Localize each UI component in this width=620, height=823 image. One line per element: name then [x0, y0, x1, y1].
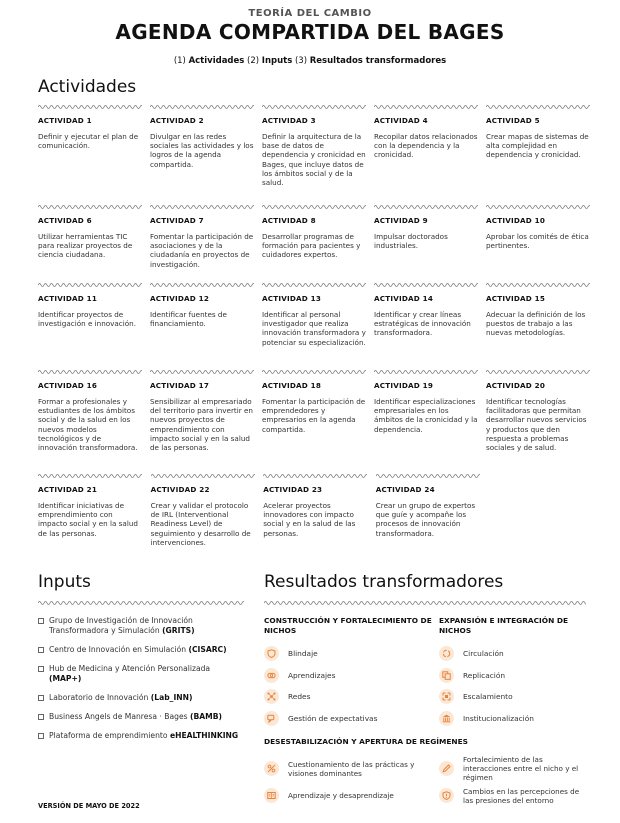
result-item	[264, 686, 439, 708]
wave-divider	[486, 104, 590, 110]
question-icon	[264, 761, 279, 776]
wave-divider	[486, 282, 590, 288]
legend-results: Resultados transformadores	[309, 56, 447, 66]
result-item	[439, 686, 586, 708]
wave-divider	[262, 104, 366, 110]
input-acronym: eHEALTHINKING	[169, 731, 239, 740]
activity-label: ACTIVIDAD 24	[375, 485, 435, 494]
activity-text: Identificar especializaciones empresariales en los ámbitos de la cronicidad y la dependencia.	[374, 397, 478, 434]
wave-divider	[150, 369, 254, 375]
activity-card	[374, 369, 486, 473]
inputs-title: Inputs	[38, 572, 91, 592]
activity-label: ACTIVIDAD 14	[374, 294, 434, 303]
activity-card	[376, 473, 489, 573]
results-title: Resultados transformadores	[264, 572, 504, 592]
activity-text: Identificar y crear líneas estratégicas de innovación transformadora.	[374, 310, 471, 338]
activity-label: ACTIVIDAD 16	[38, 381, 98, 390]
activity-card	[150, 369, 262, 473]
activity-label: ACTIVIDAD 3	[262, 116, 316, 125]
input-name: Business Angels de Manresa · Bages	[49, 712, 188, 721]
cycle-icon	[439, 646, 454, 661]
activity-label: ACTIVIDAD 1	[38, 116, 92, 125]
results-destab-columns	[264, 755, 586, 809]
result-label: Institucionalización	[463, 713, 534, 723]
activity-card	[486, 104, 598, 204]
activity-label: ACTIVIDAD 5	[486, 116, 540, 125]
activity-text: Desarrollar programas de formación para pacientes y cuidadores expertos.	[262, 232, 361, 260]
activities-title: Actividades	[38, 77, 137, 97]
input-acronym: (MAP+)	[49, 674, 82, 683]
activity-text: Acelerar proyectos innovadores con impacto social y en la salud de las personas.	[263, 501, 356, 538]
header	[0, 8, 620, 66]
activity-label: ACTIVIDAD 4	[374, 116, 428, 125]
activity-text: Identificar iniciativas de emprendimiento con impacto social y en la salud de las personas.	[38, 501, 138, 538]
result-label: Redes	[288, 692, 311, 702]
results-head-expansion: EXPANSIÓN E INTEGRACIÓN DE NICHOS	[439, 616, 569, 635]
results-list-destab-1	[264, 755, 439, 809]
result-item	[264, 782, 439, 809]
activity-label: ACTIVIDAD 9	[374, 216, 428, 225]
activity-text: Definir y ejecutar el plan de comunicación.	[38, 132, 139, 151]
result-item	[439, 665, 586, 687]
activity-card	[151, 473, 264, 573]
activity-card	[150, 282, 262, 369]
inputs-list	[38, 616, 244, 741]
result-item	[264, 755, 439, 782]
result-item	[264, 708, 439, 730]
brain-icon	[264, 668, 279, 683]
wave-divider	[38, 369, 142, 375]
activity-text: Utilizar herramientas TIC para realizar proyectos de ciencia ciudadana.	[38, 232, 133, 260]
activity-label: ACTIVIDAD 19	[374, 381, 434, 390]
activity-card	[38, 282, 150, 369]
input-item	[38, 645, 244, 655]
legend-num-1: (1)	[173, 56, 186, 66]
input-text	[49, 616, 244, 636]
results-list-expansion	[439, 643, 586, 729]
activity-card	[262, 282, 374, 369]
activity-label: ACTIVIDAD 17	[150, 381, 210, 390]
input-item	[38, 693, 244, 703]
input-acronym: (BAMB)	[190, 712, 222, 721]
wave-divider	[38, 473, 142, 479]
result-label: Replicación	[463, 670, 506, 680]
wave-divider	[262, 369, 366, 375]
checkbox-icon	[38, 647, 44, 653]
wave-divider	[150, 104, 254, 110]
activity-card	[150, 104, 262, 204]
activity-row	[38, 369, 586, 473]
activity-label: ACTIVIDAD 18	[262, 381, 322, 390]
result-item	[439, 708, 586, 730]
results-columns	[264, 616, 586, 729]
activity-card	[150, 204, 262, 282]
result-label: Aprendizajes	[288, 670, 336, 680]
input-name: Grupo de Investigación de Innovación Transformadora y Simulación	[49, 616, 193, 635]
wave-divider	[376, 473, 480, 479]
input-name: Plataforma de emprendimiento	[49, 731, 168, 740]
legend	[0, 56, 620, 66]
wave-divider	[264, 600, 586, 606]
activity-label: ACTIVIDAD 8	[262, 216, 316, 225]
wave-divider	[374, 204, 478, 210]
wave-divider	[150, 282, 254, 288]
book-icon	[264, 788, 279, 803]
expand-icon	[439, 689, 454, 704]
activity-text: Aprobar los comités de ética pertinentes.	[486, 232, 589, 251]
input-text	[49, 731, 238, 741]
version-label: VERSIÓN DE MAYO DE 2022	[38, 802, 140, 810]
input-text	[49, 693, 192, 703]
activity-row	[38, 104, 589, 204]
activity-card	[486, 204, 598, 282]
results-col-niches	[264, 616, 439, 729]
shield-icon	[264, 646, 279, 661]
activity-text: Impulsar doctorados industriales.	[374, 232, 448, 251]
wave-divider	[151, 473, 255, 479]
activity-text: Fomentar la participación de emprendedores y empresarios en la agenda compartida.	[262, 397, 366, 434]
activity-card	[263, 473, 376, 573]
activity-text: Adecuar la definición de los puestos de trabajo a las nuevas metodologías.	[486, 310, 586, 338]
shield-alert-icon	[439, 788, 454, 803]
network-icon	[264, 689, 279, 704]
result-label: Escalamiento	[463, 692, 513, 702]
activity-row	[38, 282, 586, 369]
input-item	[38, 731, 244, 741]
results-section	[264, 572, 586, 809]
activity-text: Sensibilizar al empresariado del territorio para invertir en nuevos proyectos de emprendimiento con impacto social y en la salud de las personas.	[150, 397, 253, 453]
activity-label: ACTIVIDAD 2	[150, 116, 204, 125]
wave-divider	[374, 104, 478, 110]
wave-divider	[38, 104, 142, 110]
legend-inputs: Inputs	[261, 56, 293, 66]
activity-text: Crear un grupo de expertos que guíe y acompañe los procesos de innovación transformadora.	[375, 501, 476, 538]
input-item	[38, 616, 244, 636]
activity-card	[374, 282, 486, 369]
legend-num-3: (3)	[294, 56, 308, 66]
activity-label: ACTIVIDAD 6	[38, 216, 92, 225]
activity-text: Divulgar en las redes sociales las actividades y los logros de la agenda compartida.	[150, 132, 254, 169]
input-text	[49, 664, 244, 684]
input-name: Hub de Medicina y Atención Personalizada	[49, 664, 211, 673]
activity-card	[486, 282, 598, 369]
wave-divider	[262, 204, 366, 210]
input-acronym: (GRITS)	[162, 626, 195, 635]
activity-card	[374, 204, 486, 282]
activity-card	[262, 104, 374, 204]
checkbox-icon	[38, 714, 44, 720]
activity-card	[262, 204, 374, 282]
results-col-expansion	[439, 616, 586, 729]
result-item	[439, 782, 586, 809]
chat-icon	[264, 711, 279, 726]
legend-activities: Actividades	[188, 56, 245, 66]
activity-text: Identificar al personal investigador que realiza innovación transformadora y potenciar su especialización.	[262, 310, 366, 347]
input-acronym: (Lab_INN)	[150, 693, 193, 702]
result-label: Fortalecimiento de las interacciones entre el nicho y el régimen	[463, 755, 579, 782]
wave-divider	[38, 204, 142, 210]
wave-divider	[374, 282, 478, 288]
activity-label: ACTIVIDAD 10	[486, 216, 546, 225]
checkbox-icon	[38, 618, 44, 624]
wave-divider	[263, 473, 367, 479]
legend-num-2: (2)	[247, 56, 260, 66]
activity-row	[38, 473, 586, 573]
result-label: Circulación	[463, 649, 504, 659]
result-item	[439, 755, 586, 782]
input-item	[38, 664, 244, 684]
activity-card	[486, 369, 598, 473]
input-text	[49, 645, 227, 655]
activity-label: ACTIVIDAD 7	[150, 216, 204, 225]
activity-card	[38, 473, 151, 573]
copy-icon	[439, 668, 454, 683]
activity-text: Crear y validar el protocolo de IRL (Interventional Readiness Level) de seguimiento y desarrollo de intervenciones.	[150, 501, 251, 547]
activity-card	[38, 369, 150, 473]
activity-row	[38, 204, 589, 282]
activity-text: Fomentar la participación de asociaciones y de la ciudadanía en proyectos de investigación.	[150, 232, 254, 269]
activity-text: Definir la arquitectura de la base de datos de dependencia y cronicidad en Bages, que incluye datos de los ámbitos social y de la salud.	[262, 132, 366, 188]
activity-label: ACTIVIDAD 12	[150, 294, 210, 303]
wave-divider	[150, 204, 254, 210]
activity-text: Formar a profesionales y estudiantes de los ámbitos social y de la salud en los nuevos modelos tecnológicos y de innovación transformadora.	[38, 397, 138, 453]
pen-icon	[439, 761, 454, 776]
activity-label: ACTIVIDAD 11	[38, 294, 98, 303]
activity-card	[38, 204, 150, 282]
wave-divider	[262, 282, 366, 288]
wave-divider	[486, 204, 590, 210]
activity-label: ACTIVIDAD 21	[38, 485, 98, 494]
wave-divider	[38, 600, 244, 606]
wave-divider	[486, 369, 590, 375]
checkbox-icon	[38, 733, 44, 739]
input-item	[38, 712, 244, 722]
result-label: Blindaje	[288, 649, 318, 659]
result-label: Cuestionamiento de las prácticas y visiones dominantes	[288, 759, 415, 778]
activity-text: Identificar tecnologías facilitadoras que permitan desarrollar nuevos servicios y productos que den respuesta a problemas sociales y de salud.	[486, 397, 587, 453]
eyebrow: TEORÍA DEL CAMBIO	[248, 8, 372, 19]
activity-text: Crear mapas de sistemas de alta complejidad en dependencia y cronicidad.	[486, 132, 589, 160]
wave-divider	[38, 282, 142, 288]
activity-label: ACTIVIDAD 23	[263, 485, 323, 494]
result-item	[439, 643, 586, 665]
activity-label: ACTIVIDAD 13	[262, 294, 322, 303]
input-name: Centro de Innovación en Simulación	[49, 645, 187, 654]
results-list-destab-2	[439, 755, 586, 809]
activity-label: ACTIVIDAD 20	[486, 381, 546, 390]
activity-text: Identificar fuentes de financiamiento.	[150, 310, 227, 329]
result-item	[264, 665, 439, 687]
input-name: Laboratorio de Innovación	[49, 693, 149, 702]
wave-divider	[374, 369, 478, 375]
activity-card	[38, 104, 150, 204]
page-title: AGENDA COMPARTIDA DEL BAGES	[115, 20, 505, 44]
result-label: Gestión de expectativas	[288, 713, 378, 723]
input-text	[49, 712, 222, 722]
activity-card	[262, 369, 374, 473]
activity-card	[374, 104, 486, 204]
results-list-construction	[264, 643, 439, 729]
activities-grid	[38, 104, 589, 573]
result-label: Aprendizaje y desaprendizaje	[288, 791, 394, 800]
input-acronym: (CISARC)	[188, 645, 227, 654]
checkbox-icon	[38, 666, 44, 672]
results-head-construction: CONSTRUCCIÓN Y FORTALECIMIENTO DE NICHOS	[264, 616, 432, 635]
result-label: Cambios en las percepciones de las presiones del entorno	[463, 786, 580, 805]
checkbox-icon	[38, 695, 44, 701]
results-head-destabilization: DESESTABILIZACIÓN Y APERTURA DE REGÍMENES	[264, 737, 468, 746]
institution-icon	[439, 711, 454, 726]
activity-text: Recopilar datos relacionados con la dependencia y la cronicidad.	[374, 132, 478, 160]
inputs-section	[38, 572, 244, 750]
activity-label: ACTIVIDAD 15	[486, 294, 546, 303]
result-item	[264, 643, 439, 665]
activity-label: ACTIVIDAD 22	[150, 485, 210, 494]
activity-text: Identificar proyectos de investigación e innovación.	[38, 310, 136, 329]
